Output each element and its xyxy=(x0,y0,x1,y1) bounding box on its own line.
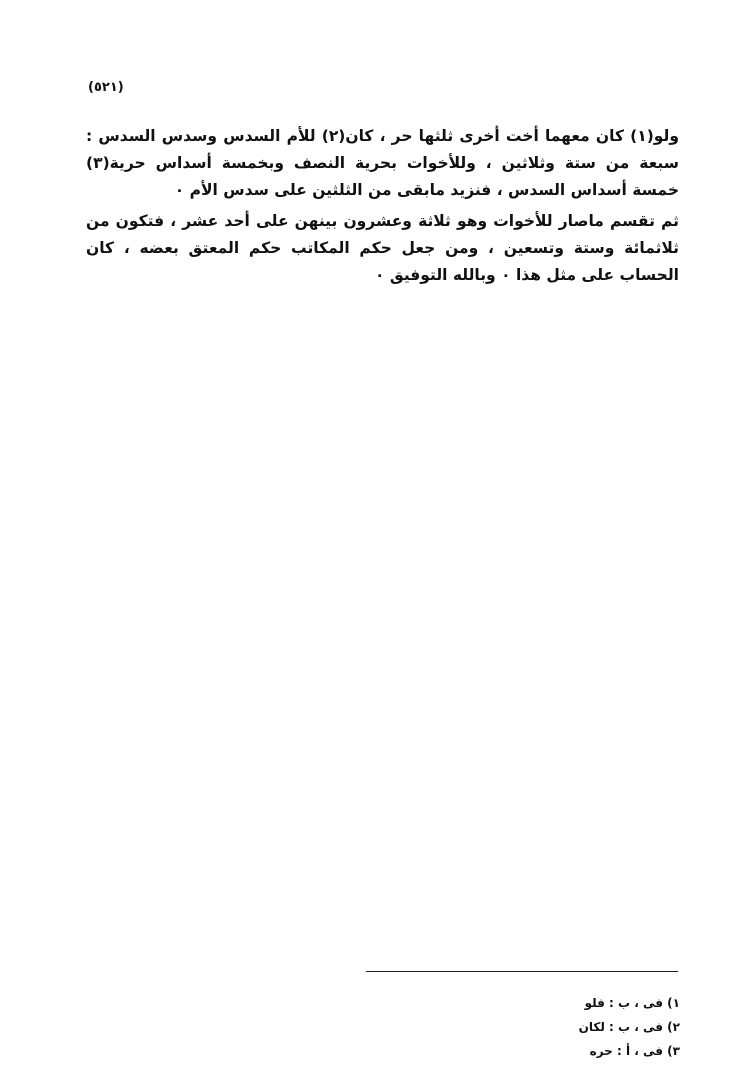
paragraph-1: ولو(١) كان معهما أخت أخرى ثلثها حر ، كان(٢) للأم السدس وسدس السدس : سبعة من ستة وثلاثين ، وللأخوات بحرية النصف وبخمسة أسداس حرية(٣) خمسة أسداس السدس ، فنزيد مابقى من الثلثين على سدس الأم ٠ xyxy=(86,127,679,199)
page-number: (٥٢١) xyxy=(88,80,124,95)
main-text xyxy=(86,123,679,289)
footnote-3: ٣) فى ، أ : حره xyxy=(589,1044,680,1058)
footnote-1: ١) فى ، ب : فلو xyxy=(584,996,680,1010)
footnote-2: ٢) فى ، ب : لكان xyxy=(578,1020,680,1034)
footnote-divider xyxy=(366,971,678,972)
footnotes xyxy=(366,991,680,1063)
paragraph-2: ثم تقسم ماصار للأخوات وهو ثلاثة وعشرون بينهن على أحد عشر ، فتكون من ثلاثمائة وستة وتسعين ، ومن جعل حكم المكاتب حكم المعتق بعضه ، كان الحساب على مثل هذا ٠ وبالله التوفيق ٠ xyxy=(86,212,679,284)
